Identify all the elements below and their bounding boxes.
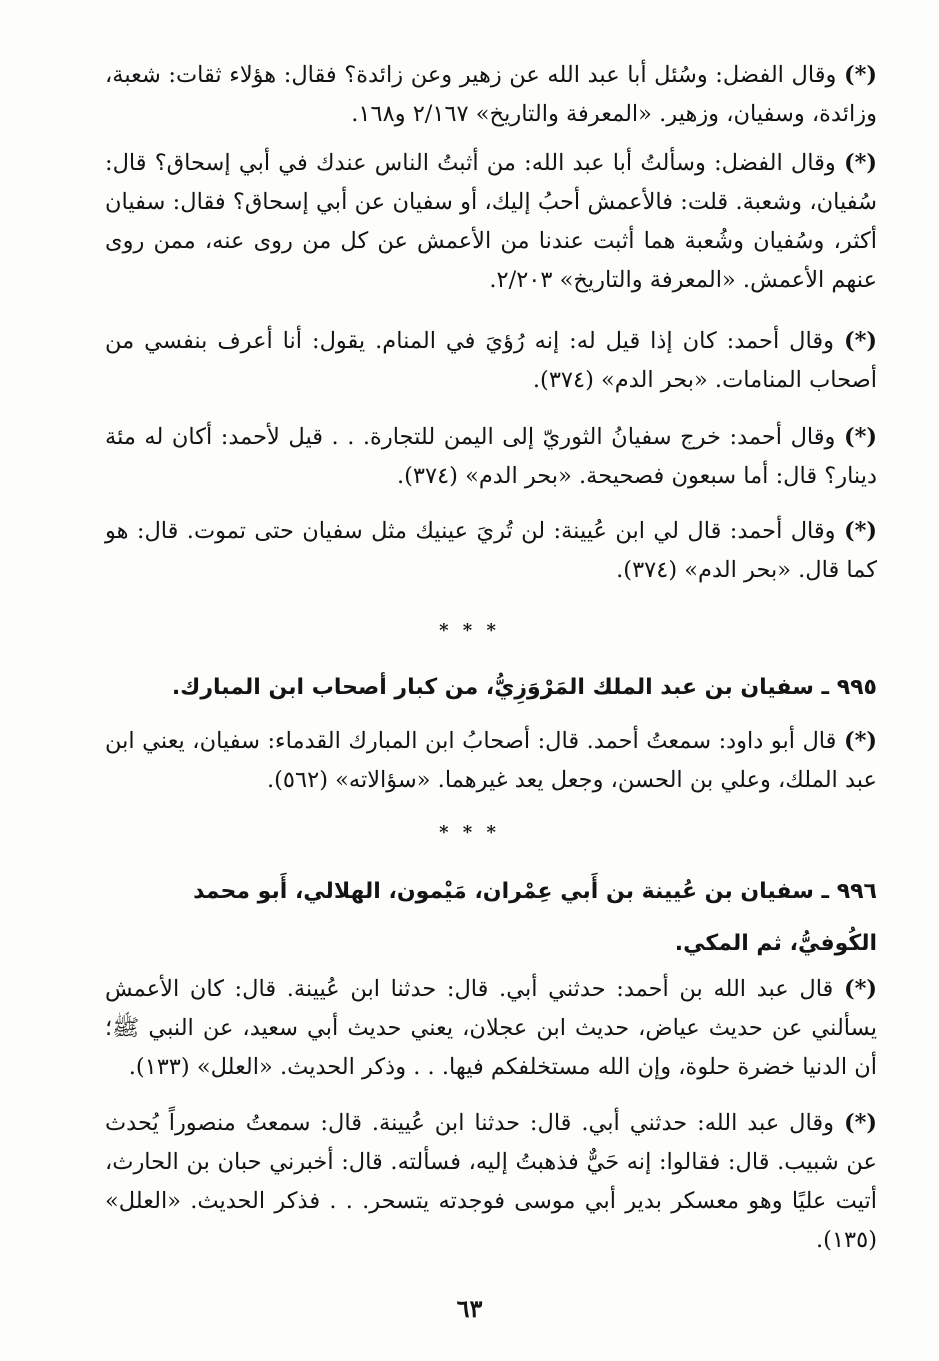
paragraph-1 bbox=[105, 56, 877, 134]
paragraph-marker: (*) bbox=[843, 424, 877, 450]
paragraph-marker: (*) bbox=[843, 976, 878, 1002]
paragraph-text: وقال الفضل: وسألتُ أبا عبد الله: من أثبتُ الناس عندك في أبي إسحاق؟ قال: سُفيان، وشعبة. قلت: فالأعمش أحبُ إليك، أو سفيان عن أبي إسحاق؟ فقال: سفيان أكثر، وسُفيان وشُعبة هما أثبت عندنا من الأعمش عن كل من روى عنه، ممن روى عنهم الأعمش. «المعرفة والتاريخ» ٢/٢٠٣. bbox=[105, 150, 877, 293]
paragraph-marker: (*) bbox=[843, 150, 877, 176]
paragraph-7 bbox=[105, 970, 877, 1087]
paragraph-5 bbox=[105, 512, 877, 590]
paragraph-text: وقال أحمد: خرج سفيانُ الثوريّ إلى اليمن للتجارة. . . قيل لأحمد: أكان له مئة دينار؟ قال: أما سبعون فصحيحة. «بحر الدم» (٣٧٤). bbox=[105, 424, 877, 489]
paragraph-6 bbox=[105, 722, 877, 800]
entry-heading-995: ٩٩٥ ـ سفيان بن عبد الملك المَرْوَزِيُّ، من كبار أصحاب ابن المبارك. bbox=[171, 675, 877, 700]
paragraph-text: وقال الفضل: وسُئل أبا عبد الله عن زهير وعن زائدة؟ فقال: هؤلاء ثقات: شعبة، وزائدة، وسفيان، وزهير. «المعرفة والتاريخ» ٢/١٦٧ و١٦٨. bbox=[105, 62, 877, 127]
paragraph-text: قال عبد الله بن أحمد: حدثني أبي. قال: حدثنا ابن عُيينة. قال: كان الأعمش يسألني عن حديث عياض، حديث ابن عجلان، يعني حديث أبي سعيد، عن النبي ﷺ؛ أن الدنيا خضرة حلوة، وإن الله مستخلفكم فيها. . . وذكر الحديث. «العلل» (١٣٣). bbox=[105, 976, 877, 1080]
paragraph-text: وقال عبد الله: حدثني أبي. قال: حدثنا ابن عُيينة. قال: سمعتُ منصوراً يُحدث عن شبيب. قال: فقالوا: إنه حَيٌّ فذهبتُ إليه، فسألته. قال: أخبرني حبان بن الحارث، أتيت عليًا وهو معسكر بدير أبي موسى فوجدته يتسحر. . . فذكر الحديث. «العلل» (١٣٥). bbox=[105, 1110, 877, 1253]
section-separator: * * * bbox=[439, 822, 500, 843]
paragraph-text: وقال أحمد: كان إذا قيل له: إنه رُؤيَ في المنام. يقول: أنا أعرف بنفسي من أصحاب المنامات. «بحر الدم» (٣٧٤). bbox=[105, 328, 877, 393]
paragraph-text: قال أبو داود: سمعتُ أحمد. قال: أصحابُ ابن المبارك القدماء: سفيان، يعني ابن عبد الملك، وعلي بن الحسن، وجعل يعد غيرهما. «سؤالاته» (٥٦٢). bbox=[105, 728, 877, 793]
paragraph-4 bbox=[105, 418, 877, 496]
paragraph-marker: (*) bbox=[843, 518, 878, 544]
paragraph-text: وقال أحمد: قال لي ابن عُيينة: لن تُريَ عينيك مثل سفيان حتى تموت. قال: هو كما قال. «بحر الدم» (٣٧٤). bbox=[105, 518, 877, 583]
paragraph-marker: (*) bbox=[843, 1110, 877, 1136]
paragraph-8 bbox=[105, 1104, 877, 1260]
section-separator: * * * bbox=[439, 620, 500, 641]
paragraph-marker: (*) bbox=[843, 728, 878, 754]
paragraph-3 bbox=[105, 322, 877, 400]
paragraph-marker: (*) bbox=[843, 62, 877, 88]
entry-heading-996: ٩٩٦ ـ سفيان بن عُيينة بن أَبي عِمْران، مَيْمون، الهلالي، أَبو محمد الكُوفيُّ، ثم المكي. bbox=[193, 879, 877, 956]
paragraph-marker: (*) bbox=[843, 328, 877, 354]
paragraph-2 bbox=[105, 144, 877, 300]
page-number: ٦٣ bbox=[456, 1294, 483, 1323]
